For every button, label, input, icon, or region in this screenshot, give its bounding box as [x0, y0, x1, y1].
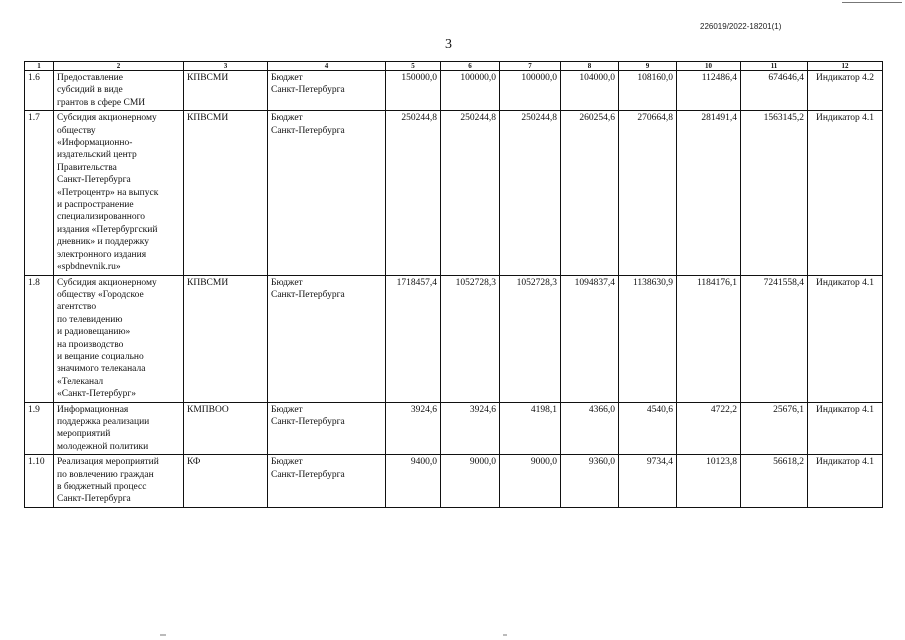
measure-description: Предоставление субсидий в виде грантов в сфере СМИ [54, 71, 184, 111]
amount-total: 674646,4 [741, 71, 808, 111]
responsible-executor: КМПВОО [184, 402, 268, 455]
measure-description: Субсидия акционерному обществу «Городское агентство по телевидению и радиовещанию» на производство и вещание социально значимого телеканала «Телеканал «Санкт-Петербург» [54, 275, 184, 402]
scan-edge-line [842, 2, 902, 3]
column-number: 8 [561, 62, 619, 71]
row-number: 1.9 [25, 402, 54, 455]
amount-total: 7241558,4 [741, 275, 808, 402]
amount-col-7: 9000,0 [500, 455, 561, 508]
indicator: Индикатор 4.1 [808, 275, 883, 402]
measure-description: Информационная поддержка реализации мероприятий молодежной политики [54, 402, 184, 455]
column-number: 5 [386, 62, 441, 71]
amount-col-9: 9734,4 [619, 455, 677, 508]
amount-col-9: 1138630,9 [619, 275, 677, 402]
amount-col-8: 1094837,4 [561, 275, 619, 402]
amount-col-10: 1184176,1 [677, 275, 741, 402]
amount-col-10: 4722,2 [677, 402, 741, 455]
indicator: Индикатор 4.1 [808, 111, 883, 275]
amount-col-8: 260254,6 [561, 111, 619, 275]
responsible-executor: КФ [184, 455, 268, 508]
amount-col-6: 9000,0 [441, 455, 500, 508]
amount-total: 1563145,2 [741, 111, 808, 275]
amount-col-6: 100000,0 [441, 71, 500, 111]
row-number: 1.7 [25, 111, 54, 275]
column-number: 3 [184, 62, 268, 71]
measure-description: Субсидия акционерному обществу «Информационно- издательский центр Правительства Санкт-Петербурга «Петроцентр» на выпуск и распространение специализированного издания «Петербургский дневник» и поддержку электронного издания «spbdnevnik.ru» [54, 111, 184, 275]
amount-col-6: 250244,8 [441, 111, 500, 275]
responsible-executor: КПВСМИ [184, 71, 268, 111]
amount-col-5: 250244,8 [386, 111, 441, 275]
table-row [25, 455, 883, 508]
amount-col-5: 9400,0 [386, 455, 441, 508]
funding-source: Бюджет Санкт-Петербурга [268, 402, 386, 455]
column-number: 11 [741, 62, 808, 71]
funding-source: Бюджет Санкт-Петербурга [268, 275, 386, 402]
scan-artifact [160, 634, 166, 636]
amount-col-7: 100000,0 [500, 71, 561, 111]
amount-col-7: 4198,1 [500, 402, 561, 455]
document-number: 226019/2022-18201(1) [700, 22, 782, 31]
column-number: 7 [500, 62, 561, 71]
row-number: 1.6 [25, 71, 54, 111]
amount-col-6: 1052728,3 [441, 275, 500, 402]
amount-col-8: 104000,0 [561, 71, 619, 111]
responsible-executor: КПВСМИ [184, 275, 268, 402]
amount-col-5: 150000,0 [386, 71, 441, 111]
funding-source: Бюджет Санкт-Петербурга [268, 111, 386, 275]
amount-col-5: 3924,6 [386, 402, 441, 455]
amount-col-6: 3924,6 [441, 402, 500, 455]
table-row [25, 71, 883, 111]
table-row [25, 111, 883, 275]
indicator: Индикатор 4.2 [808, 71, 883, 111]
column-number: 1 [25, 62, 54, 71]
column-number: 10 [677, 62, 741, 71]
amount-col-8: 4366,0 [561, 402, 619, 455]
amount-col-10: 281491,4 [677, 111, 741, 275]
responsible-executor: КПВСМИ [184, 111, 268, 275]
column-number-row [25, 62, 883, 71]
indicator: Индикатор 4.1 [808, 455, 883, 508]
amount-col-9: 270664,8 [619, 111, 677, 275]
column-number: 12 [808, 62, 883, 71]
indicator: Индикатор 4.1 [808, 402, 883, 455]
table-row [25, 402, 883, 455]
column-number: 2 [54, 62, 184, 71]
column-number: 4 [268, 62, 386, 71]
amount-total: 25676,1 [741, 402, 808, 455]
column-number: 6 [441, 62, 500, 71]
scan-artifact [503, 634, 507, 636]
page-number: 3 [445, 37, 452, 52]
amount-col-10: 112486,4 [677, 71, 741, 111]
measure-description: Реализация мероприятий по вовлечению граждан в бюджетный процесс Санкт-Петербурга [54, 455, 184, 508]
row-number: 1.8 [25, 275, 54, 402]
amount-col-5: 1718457,4 [386, 275, 441, 402]
amount-col-7: 250244,8 [500, 111, 561, 275]
amount-col-7: 1052728,3 [500, 275, 561, 402]
funding-source: Бюджет Санкт-Петербурга [268, 455, 386, 508]
table-row [25, 275, 883, 402]
amount-total: 56618,2 [741, 455, 808, 508]
amount-col-9: 4540,6 [619, 402, 677, 455]
funding-source: Бюджет Санкт-Петербурга [268, 71, 386, 111]
column-number: 9 [619, 62, 677, 71]
budget-table [24, 61, 883, 508]
amount-col-9: 108160,0 [619, 71, 677, 111]
amount-col-10: 10123,8 [677, 455, 741, 508]
row-number: 1.10 [25, 455, 54, 508]
amount-col-8: 9360,0 [561, 455, 619, 508]
